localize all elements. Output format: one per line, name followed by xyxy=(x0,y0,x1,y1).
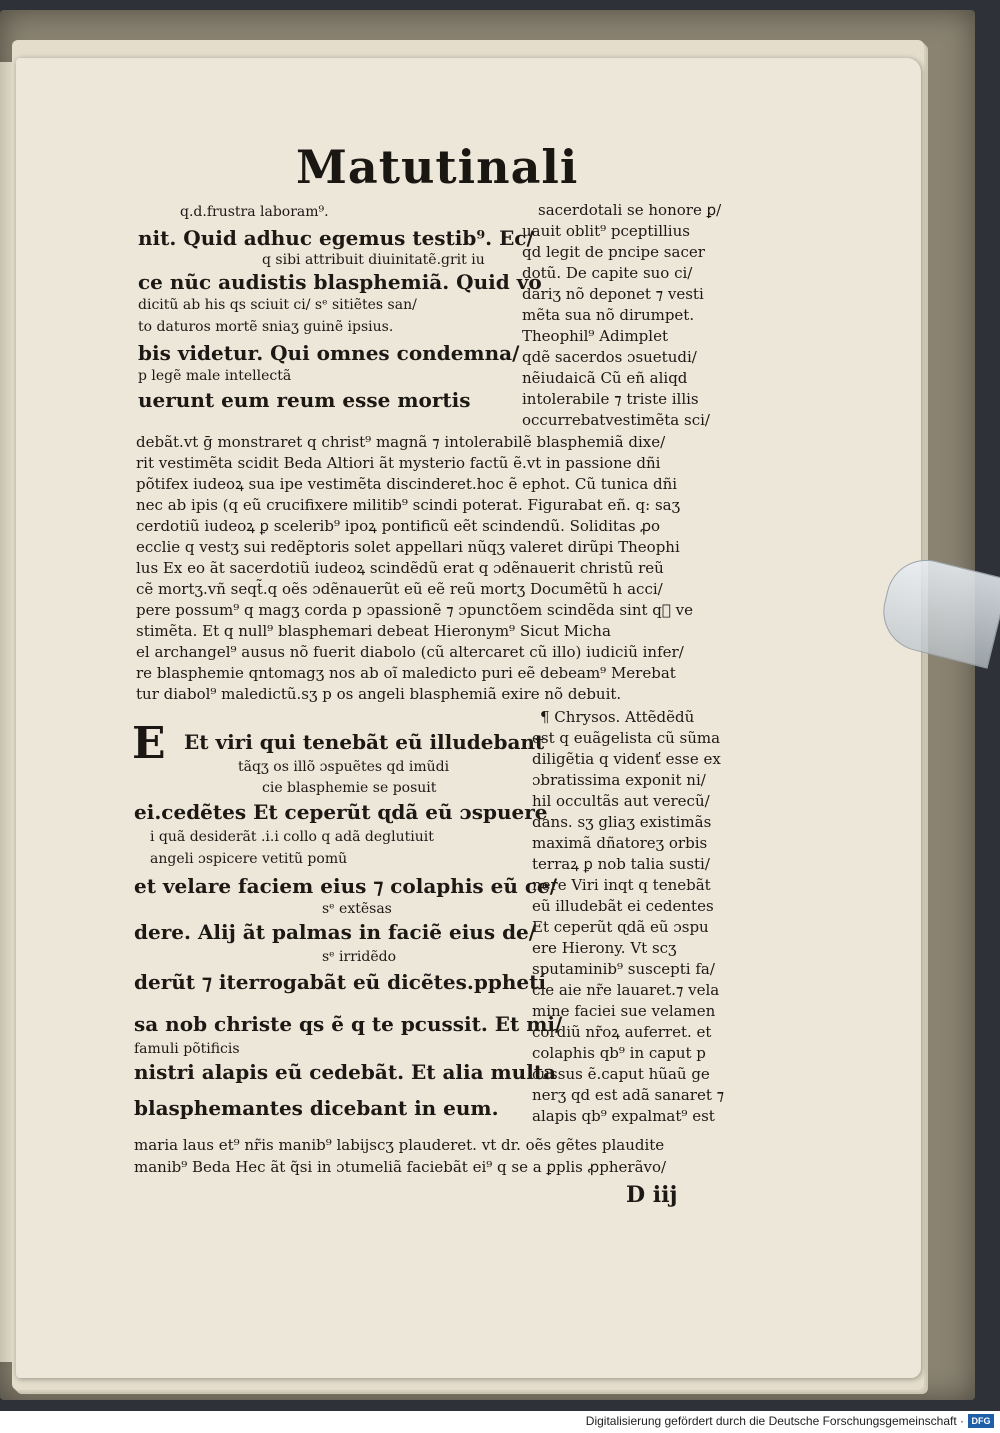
commentary-line: cie aie nr̃e lauaret.⁊ vela xyxy=(532,981,720,999)
commentary-line: maria laus et⁹ nr̃is manib⁹ labijscʒ plauderet. vt dr. oẽs gẽtes plaudite xyxy=(134,1136,665,1154)
commentary-line: maximã dñatoreʒ orbis xyxy=(532,834,708,852)
commentary-line: el archangel⁹ ausus nõ fuerit diabolo (cũ altercaret cũ illo) iudiciũ infer/ xyxy=(136,643,684,661)
commentary-line: cussus ẽ.caput hũaũ ge xyxy=(532,1065,710,1083)
commentary-line: nec ab ipis (q eũ crucifixere militib⁹ scindi poterat. Figurabat eñ. q: saʒ xyxy=(136,496,681,514)
commentary-line: eũ illudebãt ei cedentes xyxy=(532,897,714,915)
signature-mark: D iij xyxy=(626,1182,678,1208)
gloss-line: famuli põtificis xyxy=(134,1041,240,1057)
gloss-line: q sibi attribuit diuinitatẽ.grit iu xyxy=(262,252,485,268)
commentary-line: colaphis qb⁹ in caput p xyxy=(532,1044,706,1062)
main-text-line: nit. Quid adhuc egemus testib⁹. Ec/ xyxy=(138,226,534,250)
commentary-line: dariʒ nõ deponet ⁊ vesti xyxy=(522,285,704,303)
commentary-line: manib⁹ Beda Hec ãt q̃si in ɔtumeliã faciebãt ei⁹ q se a ꝑplis ꝓpherãvo/ xyxy=(134,1158,667,1176)
commentary-line: Theophil⁹ Adimplet xyxy=(522,327,668,345)
main-text-line: ei.cedẽtes Et ceperũt ɋdã eũ ɔspuere xyxy=(134,800,548,824)
main-text-line: ce nũc audistis blasphemiã. Quid vo xyxy=(138,270,542,294)
commentary-line: debãt.vt ḡ monstraret q christ⁹ magnã ⁊ intolerabilẽ blasphemiã dixe/ xyxy=(136,433,666,451)
gloss-line: p legẽ male intellectã xyxy=(138,368,292,384)
commentary-line: lus Ex eo ãt sacerdotiũ iudeoꝝ scindẽdũ erat q ɔdẽnauerit christũ reũ xyxy=(136,559,664,577)
commentary-line: terraꝝ ꝑ nob talia susti/ xyxy=(532,855,710,873)
commentary-line: occurrebatvestimẽta sci/ xyxy=(522,411,710,429)
commentary-line: põtifex iudeoꝝ sua ipe vestimẽta discinderet.hoc ẽ ephot. Cũ tunica dñi xyxy=(136,475,678,493)
running-head: Matutinali xyxy=(296,140,579,194)
dfg-logo: DFG xyxy=(968,1414,994,1428)
commentary-line: dans. sʒ gliaʒ existimãs xyxy=(532,813,712,831)
commentary-line: re blasphemie qntomagʒ nos ab oĩ maledicto puri eẽ debeam⁹ Merebat xyxy=(136,664,676,682)
main-text-line: bis videtur. Qui omnes condemna/ xyxy=(138,341,520,365)
commentary-line: diligẽtia q videnť esse ex xyxy=(532,750,721,768)
main-text-line: sa nob christe qs ẽ q te pcussit. Et mi/ xyxy=(134,1012,563,1036)
commentary-line: nẽiudaicã Cũ eñ aliqd xyxy=(522,369,688,387)
gloss-line: sᵉ irridẽdo xyxy=(322,949,397,965)
main-text-line: derũt ⁊ iterrogabãt eũ dicẽtes.pphetí xyxy=(134,970,546,994)
gloss-line: i quã desiderãt .i.i collo q adã deglutiuit xyxy=(150,829,434,845)
commentary-line: cordiũ nr̃oꝝ auferret. et xyxy=(532,1023,712,1041)
commentary-line: cerdotiũ iudeoꝝ ꝑ scelerib⁹ ipoꝝ pontificũ eẽt scindendũ. Soliditas ꝓo xyxy=(136,517,661,535)
commentary-line: qd legit de pncipe sacer xyxy=(522,243,705,261)
decorated-initial: E xyxy=(132,718,166,769)
main-text-line: Et viri qui tenebãt eũ illudebant xyxy=(184,730,545,754)
commentary-line: mine faciei sue velamen xyxy=(532,1002,716,1020)
commentary-line: tur diabol⁹ maledictũ.sʒ p os angeli blasphemiã exire nõ debuit. xyxy=(136,685,622,703)
commentary-line: sputaminib⁹ suscepti fa/ xyxy=(532,960,715,978)
commentary-line: qdẽ sacerdos ɔsuetudi/ xyxy=(522,348,697,366)
commentary-line: ecclie q vestʒ sui redẽptoris solet appellari nũqʒ valeret dirũpi Theophi xyxy=(136,538,680,556)
gloss-line: tãqʒ os illõ ɔspuẽtes qd imũdi xyxy=(238,759,450,775)
gloss-line: q.d.frustra laboram⁹. xyxy=(180,204,329,220)
gloss-line: angeli ɔspicere vetitũ pomũ xyxy=(150,851,348,867)
gloss-line: cie blasphemie se posuit xyxy=(262,780,437,796)
commentary-line: ¶ Chrysos. Attẽdẽdũ xyxy=(540,708,695,726)
commentary-line: dotũ. De capite suo ci/ xyxy=(522,264,693,282)
commentary-line: cẽ mortʒ.vñ seqt̃.q oẽs ɔdẽnauerũt eũ eẽ reũ mortʒ Documẽtũ h acci/ xyxy=(136,580,663,598)
commentary-line: stimẽta. Et q null⁹ blasphemari debeat Hieronym⁹ Sicut Micha xyxy=(136,622,611,640)
commentary-line: pere possum⁹ q magʒ corda p ɔpassionẽ ⁊ ɔpunctõem scindẽda sint qᷓ ve xyxy=(136,601,694,619)
gloss-line: to daturos mortẽ sniaʒ guinẽ ipsius. xyxy=(138,319,394,335)
commentary-line: nerʒ qd est adã sanaret ⁊ xyxy=(532,1086,725,1104)
commentary-line: hil occultãs aut verecũ/ xyxy=(532,792,710,810)
main-text-line: et velare faciem eius ⁊ colaphis eũ ce/ xyxy=(134,874,558,898)
commentary-line: est q euãgelista cũ sũma xyxy=(532,729,721,747)
commentary-line: Et ceperũt ɋdã eũ ɔspu xyxy=(532,918,709,936)
commentary-line: mẽta sua nõ dirumpet. xyxy=(522,306,695,324)
commentary-line: sacerdotali se honore ꝑ/ xyxy=(538,201,722,219)
gloss-line: dicitũ ab his qs sciuit ci/ sᵉ sitiẽtes san/ xyxy=(138,297,417,313)
commentary-line: alapis qb⁹ expalmat⁹ est xyxy=(532,1107,715,1125)
main-text-line: uerunt eum reum esse mortis xyxy=(138,388,471,412)
commentary-line: uauit oblit⁹ pceptillius xyxy=(522,222,690,240)
commentary-line: ɔbratissima exponit ni/ xyxy=(532,771,706,789)
commentary-line: rit vestimẽta scidit Beda Altiori ãt mysterio factũ ẽ.vt in passione dñi xyxy=(136,454,661,472)
gloss-line: sᵉ extẽsas xyxy=(322,901,392,917)
main-text-line: nistri alapis eũ cedebãt. Et alia multa xyxy=(134,1060,557,1084)
commentary-line: intolerabile ⁊ triste illis xyxy=(522,390,699,408)
footer-credit: Digitalisierung gefördert durch die Deutsche Forschungsgemeinschaft · xyxy=(585,1414,964,1428)
commentary-line: nere Viri inqt q tenebãt xyxy=(532,876,711,894)
commentary-line: ere Hierony. Vt scʒ xyxy=(532,939,677,957)
main-text-line: blasphemantes dicebant in eum. xyxy=(134,1096,499,1120)
main-text-line: dere. Alij ãt palmas in faciẽ eius de/ xyxy=(134,920,537,944)
